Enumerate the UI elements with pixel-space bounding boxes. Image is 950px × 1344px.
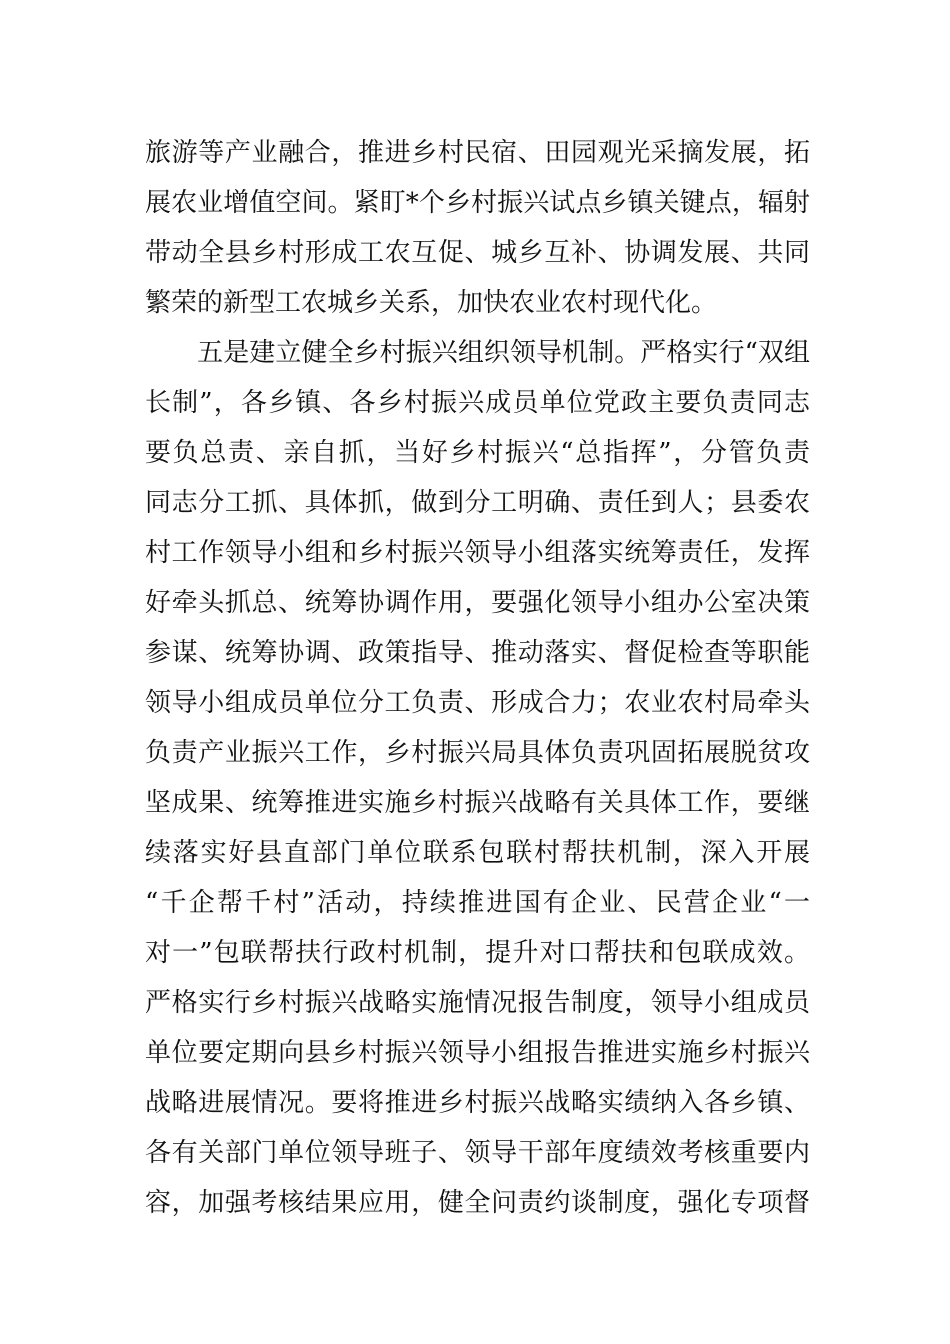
text-line: 坚成果、统筹推进实施乡村振兴战略有关具体工作，要继 [145,788,810,818]
text-line: 战略进展情况。要将推进乡村振兴战略实绩纳入各乡镇、 [145,1088,810,1118]
paragraph-start-line: 五是建立健全乡村振兴组织领导机制。严格实行“双组 [145,338,810,368]
text-line: 容，加强考核结果应用，健全问责约谈制度，强化专项督 [145,1188,810,1218]
text-line: 带动全县乡村形成工农互促、城乡互补、协调发展、共同 [145,238,810,268]
text-line: 好牵头抓总、统筹协调作用，要强化领导小组办公室决策 [145,588,810,618]
text-line: 单位要定期向县乡村振兴领导小组报告推进实施乡村振兴 [145,1038,810,1068]
text-line: 要负总责、亲自抓，当好乡村振兴“总指挥”，分管负责 [145,438,810,468]
text-line: 对一”包联帮扶行政村机制，提升对口帮扶和包联成效。 [145,938,810,968]
text-line: “千企帮千村”活动，持续推进国有企业、民营企业“一 [145,888,810,918]
text-line: 严格实行乡村振兴战略实施情况报告制度，领导小组成员 [145,988,810,1018]
text-line: 续落实好县直部门单位联系包联村帮扶机制，深入开展 [145,838,810,868]
text-line: 负责产业振兴工作，乡村振兴局具体负责巩固拓展脱贫攻 [145,738,810,768]
text-line: 旅游等产业融合，推进乡村民宿、田园观光采摘发展，拓 [145,138,810,168]
text-line: 繁荣的新型工农城乡关系，加快农业农村现代化。 [145,288,718,318]
text-line: 同志分工抓、具体抓，做到分工明确、责任到人；县委农 [145,488,810,518]
text-line: 展农业增值空间。紧盯*个乡村振兴试点乡镇关键点，辐射 [145,188,810,218]
text-line: 长制”，各乡镇、各乡村振兴成员单位党政主要负责同志 [145,388,810,418]
text-line: 领导小组成员单位分工负责、形成合力；农业农村局牵头 [145,688,810,718]
text-line: 各有关部门单位领导班子、领导干部年度绩效考核重要内 [145,1138,810,1168]
text-line: 村工作领导小组和乡村振兴领导小组落实统筹责任，发挥 [145,538,810,568]
body-text [145,128,810,1228]
text-line: 参谋、统筹协调、政策指导、推动落实、督促检查等职能 [145,638,810,668]
